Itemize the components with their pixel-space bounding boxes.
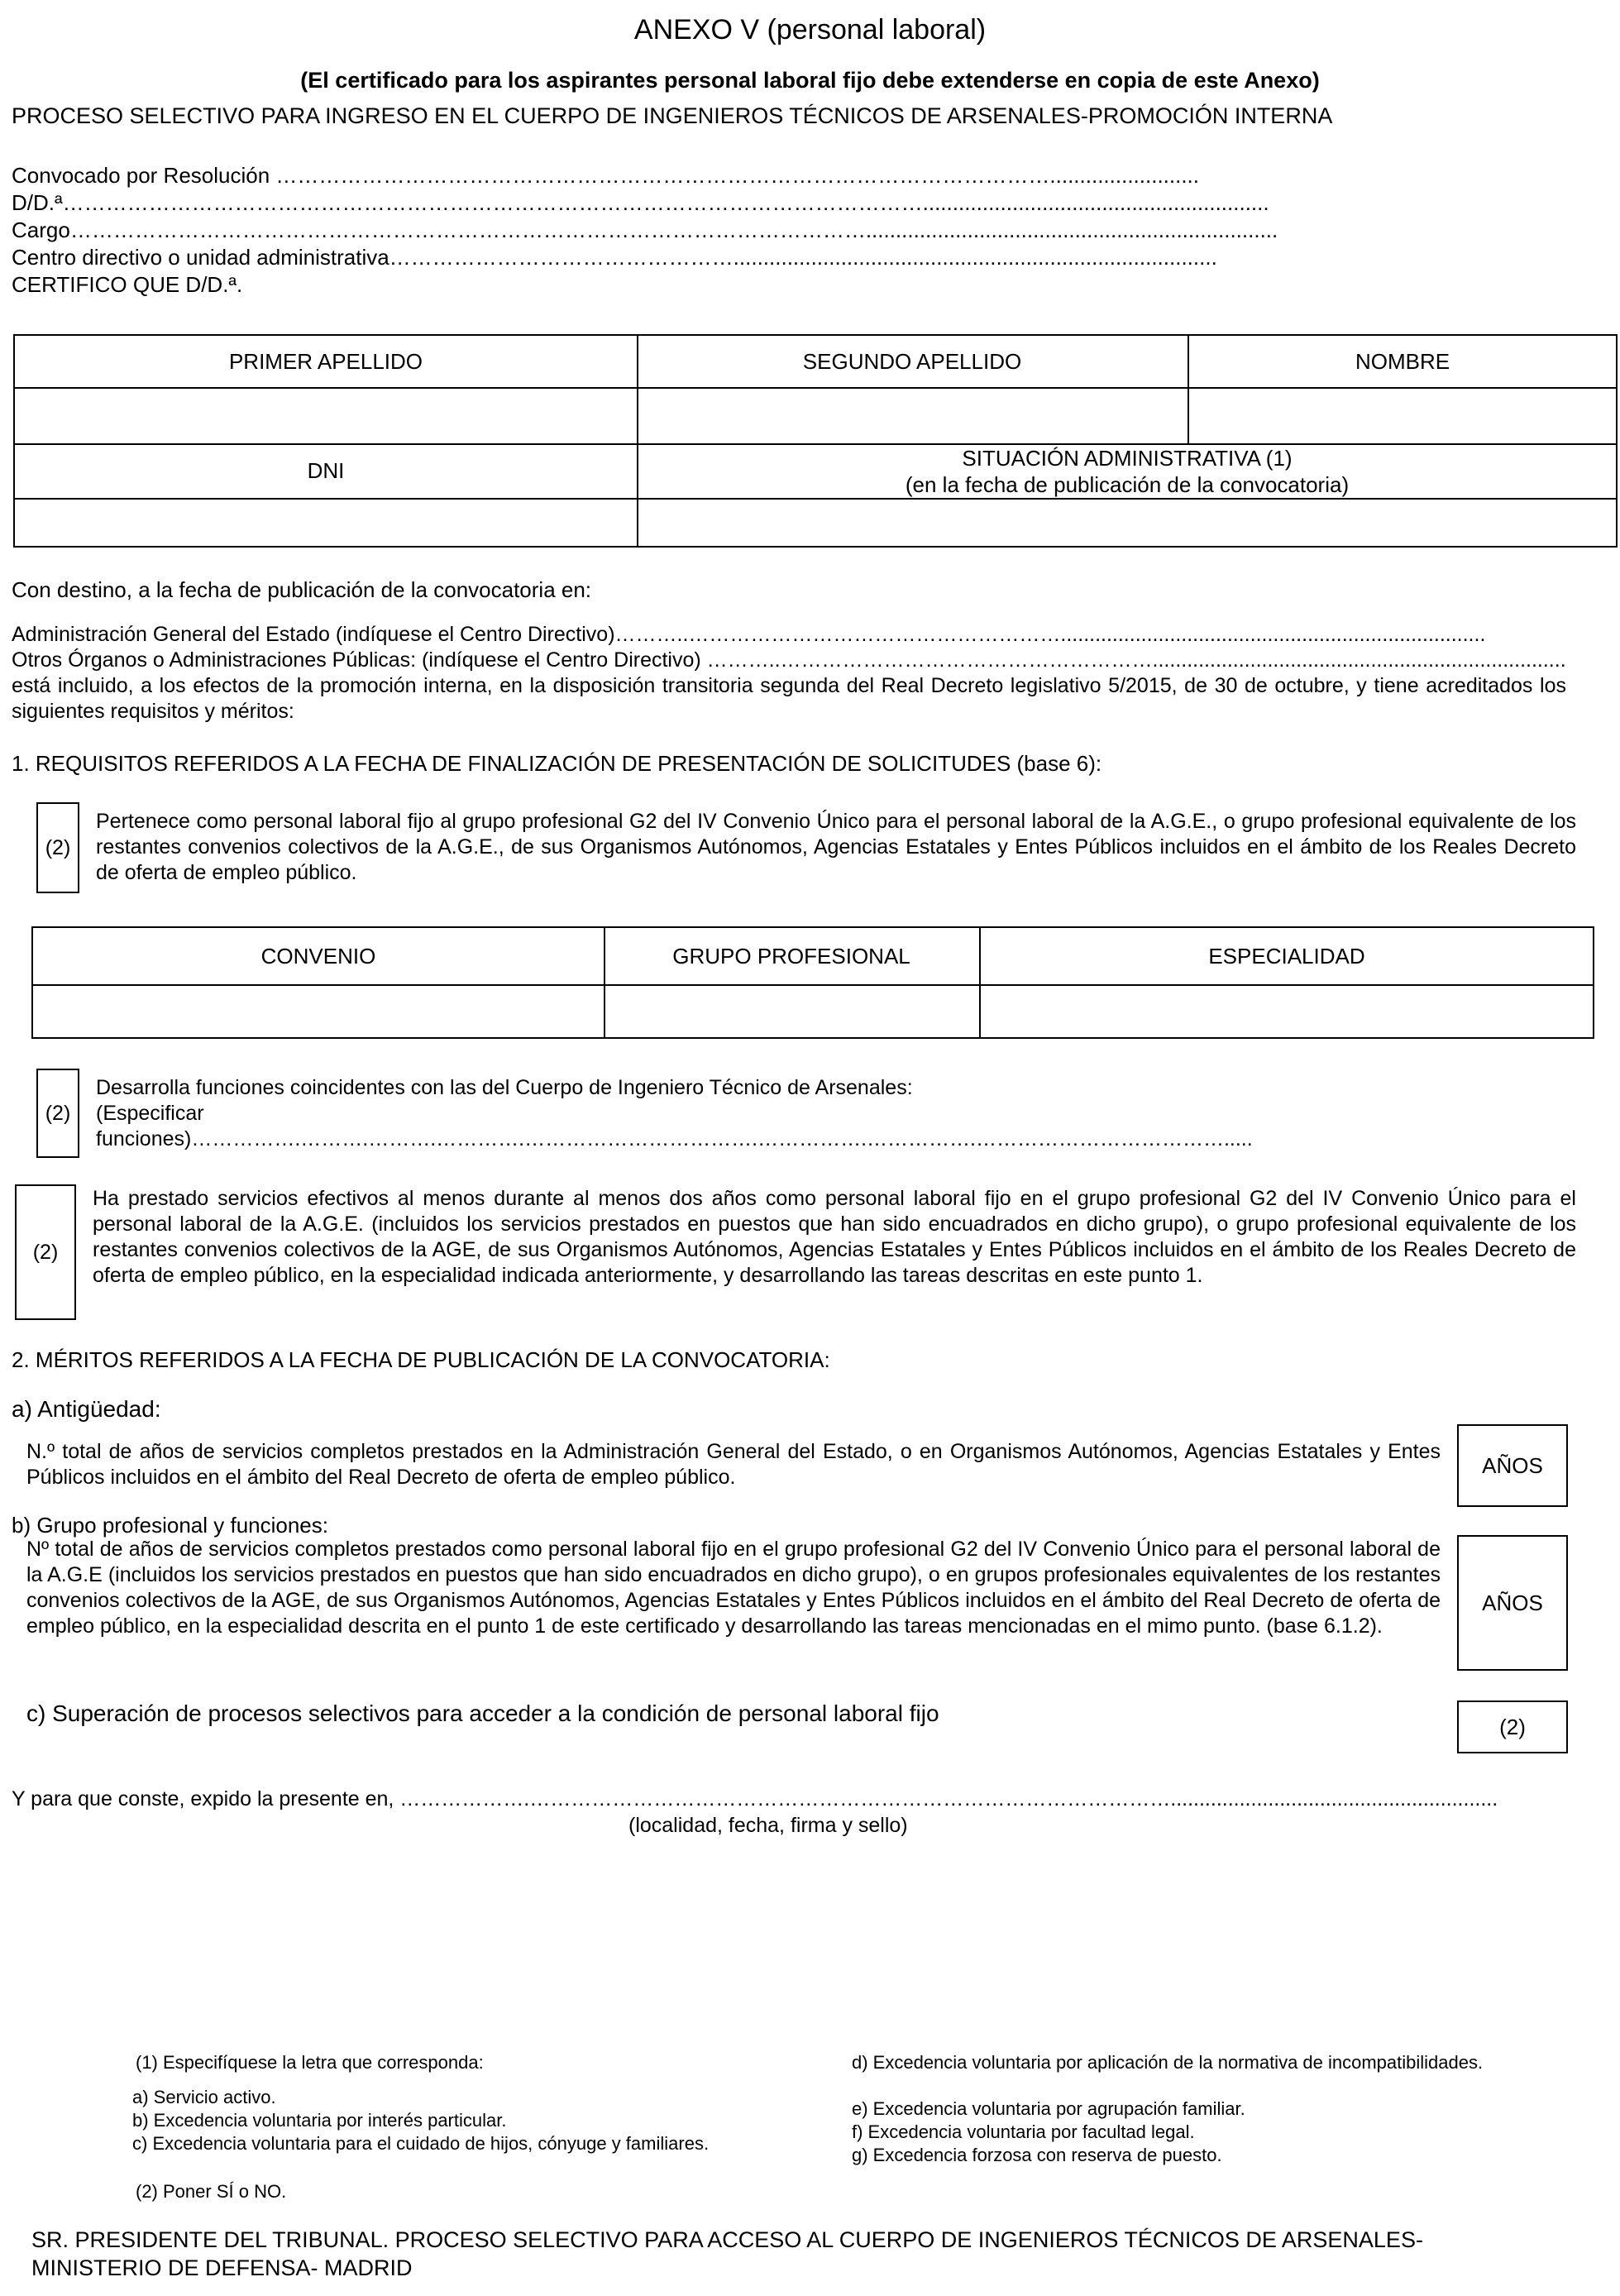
footnote1-e: e) Excedencia voluntaria por agrupación familiar. [852,2098,1245,2119]
col-grupo-profesional: GRUPO PROFESIONAL [672,944,910,969]
convocado-field[interactable]: Convocado por Resolución ………………………………………………………………………………………………......................... [12,163,1200,188]
antiguedad-label: a) Antigüedad: [12,1396,161,1422]
req2-mark: (2) [45,1101,71,1125]
process-title: PROCESO SELECTIVO PARA INGRESO EN EL CUERPO DE INGENIEROS TÉCNICOS DE ARSENALES-PROMOCIÓN INTERNA [12,103,1333,128]
req3-text: Ha prestado servicios efectivos al menos durante al menos dos años como personal laboral fijo en el grupo profesional G2 del IV Convenio Único para el personal laboral de la A.G.E. (incluidos los servicios prestados en puestos que han sido encuadrados en dicho grupo), o grupo profesional equivalente de los restantes convenios colectivos de la AGE, de sus Organismos Autónomos, Agencias Estatales y Entes Públicos incluidos en el ámbito de los Reales Decreto de oferta de empleo público, en la especialidad indicada anteriormente, y desarrollando las tareas descritas en este punto 1. [93,1187,1576,1287]
age-centro-field[interactable]: Administración General del Estado (indíquese el Centro Directivo)………..……………………………………………….......................................................................... [12,623,1486,646]
antiguedad-text: N.º total de años de servicios completos prestados en la Administración General del Estado, o en Organismos Autónomos, Agencias Estatales y Entes Públicos incluidos en el ámbito del Real Decreto de oferta de empleo público. [26,1440,1441,1489]
grupo-funciones-years-box[interactable] [1457,1535,1568,1671]
col-nombre: NOMBRE [1355,349,1450,374]
col-especialidad: ESPECIALIDAD [1208,944,1365,969]
superacion-text: c) Superación de procesos selectivos para acceder a la condición de personal laboral fijo [26,1700,939,1726]
superacion-mark: (2) [1499,1715,1526,1739]
col-primer-apellido: PRIMER APELLIDO [228,349,423,374]
footnote1-d: d) Excedencia voluntaria por aplicación de la normativa de incompatibilidades. [852,2052,1484,2073]
footnote1-a: a) Servicio activo. [132,2087,276,2107]
addressee-line2: MINISTERIO DE DEFENSA- MADRID [31,2255,413,2280]
col-segundo-apellido: SEGUNDO APELLIDO [802,349,1022,374]
addressee-line1: SR. PRESIDENTE DEL TRIBUNAL. PROCESO SELECTIVO PARA ACCESO AL CUERPO DE INGENIEROS TÉCNICOS DE ARSENALES- [31,2227,1423,2252]
grupo-funciones-years-label: AÑOS [1482,1590,1543,1615]
otros-organos-field[interactable]: Otros Órganos o Administraciones Públicas: (indíquese el Centro Directivo) ………..………………………………………………........................................................................ [12,648,1566,672]
page-subtitle: (El certificado para los aspirantes personal laboral fijo debe extenderse en copia de este Anexo) [300,68,1320,93]
dni-input[interactable] [17,500,635,546]
convenio-input[interactable] [35,986,602,1037]
certifico-label: CERTIFICO QUE D/D.ª. [12,272,243,297]
convenio-table [31,926,1594,1039]
footnote1-f: f) Excedencia voluntaria por facultad legal. [852,2121,1195,2142]
antiguedad-years-label: AÑOS [1482,1453,1543,1478]
nombre-input[interactable] [1189,389,1616,442]
section2-heading: 2. MÉRITOS REFERIDOS A LA FECHA DE PUBLICACIÓN DE LA CONVOCATORIA: [12,1347,830,1372]
destino-intro: Con destino, a la fecha de publicación de la convocatoria en: [12,577,592,602]
page-title: ANEXO V (personal laboral) [633,14,987,45]
especialidad-input[interactable] [981,986,1593,1037]
situacion-line1: SITUACIÓN ADMINISTRATIVA (1) [962,446,1293,471]
req2-line2: (Especificar [96,1102,204,1125]
footnote2: (2) Poner SÍ o NO. [136,2181,287,2202]
footnote1-b: b) Excedencia voluntaria por interés particular. [132,2110,507,2131]
grupo-funciones-text: Nº total de años de servicios completos prestados como personal laboral fijo en el grupo profesional G2 del IV Convenio Único para el personal laboral de la A.G.E (incluidos los servicios prestados en puestos que han sido encuadrados en dicho grupo), o en grupos profesionales equivalentes de los restantes convenios colectivos de la AGE, de sus Organismos Autónomos, Agencias Estatales y Entes Públicos incluidos en el ámbito del Real Decreto de oferta de empleo público, en la especialidad descrita en el punto 1 de este certificado y desarrollando las tareas mencionadas en el mimo punto. (base 6.1.2). [26,1538,1441,1638]
req3-checkbox[interactable] [15,1184,76,1320]
req2-funciones-field[interactable]: funciones)…………….……….……….………….…………………………….…………….…………….………………………………..... [96,1127,1253,1150]
expedicion-field[interactable]: Y para que conste, expido la presente en, ……………….…………………………………………………………………………………......................................................... [12,1787,1498,1810]
req1-text: Pertenece como personal laboral fijo al grupo profesional G2 del IV Convenio Único para el personal laboral de la A.G.E., o grupo profesional equivalente de los restantes convenios colectivos de la A.G.E., de sus Organismos Autónomos, Agencias Estatales y Entes Públicos incluidos en el ámbito de los Reales Decreto de oferta de empleo público. [96,810,1576,884]
req2-checkbox[interactable] [36,1069,79,1158]
cargo-field[interactable]: Cargo…………………………………………………………………………………………………..................................................................... [12,218,1278,242]
req2-line1: Desarrolla funciones coincidentes con las del Cuerpo de Ingeniero Técnico de Arsenales: [96,1076,913,1099]
personal-data-table [13,334,1618,548]
col-situacion [637,445,1618,498]
col-dni: DNI [307,458,345,483]
incluido-text: está incluido, a los efectos de la promoción interna, en la disposición transitoria segunda del Real Decreto legislativo 5/2015, de 30 de octubre, y tiene acreditados los siguientes requisitos y méritos: [12,674,1566,723]
centro-field[interactable]: Centro directivo o unidad administrativa…………………………………………................................................................................. [12,245,1217,270]
footnote1-c: c) Excedencia voluntaria para el cuidado de hijos, cónyuge y familiares. [132,2133,710,2154]
req3-mark: (2) [32,1240,59,1264]
primer-apellido-input[interactable] [17,389,635,442]
section1-heading: 1. REQUISITOS REFERIDOS A LA FECHA DE FINALIZACIÓN DE PRESENTACIÓN DE SOLICITUDES (base 6): [12,751,1102,776]
footnote1-title: (1) Especifíquese la letra que corresponda: [136,2052,484,2073]
antiguedad-years-box[interactable] [1457,1424,1568,1507]
situacion-line2: (en la fecha de publicación de la convocatoria) [905,472,1350,497]
req1-checkbox[interactable] [36,802,79,893]
footnote1-g: g) Excedencia forzosa con reserva de puesto. [852,2145,1222,2165]
col-convenio: CONVENIO [260,944,376,969]
expedicion-sub: (localidad, fecha, firma y sello) [628,1814,908,1837]
situacion-input[interactable] [638,500,1616,546]
segundo-apellido-input[interactable] [638,389,1186,442]
dd-field[interactable]: D/D.ª………………………………………………………………………………………………………….......................................................... [12,190,1269,215]
req1-mark: (2) [45,835,71,859]
grupo-profesional-input[interactable] [605,986,977,1037]
grupo-funciones-label: b) Grupo profesional y funciones: [12,1513,328,1538]
superacion-box[interactable] [1457,1700,1568,1753]
